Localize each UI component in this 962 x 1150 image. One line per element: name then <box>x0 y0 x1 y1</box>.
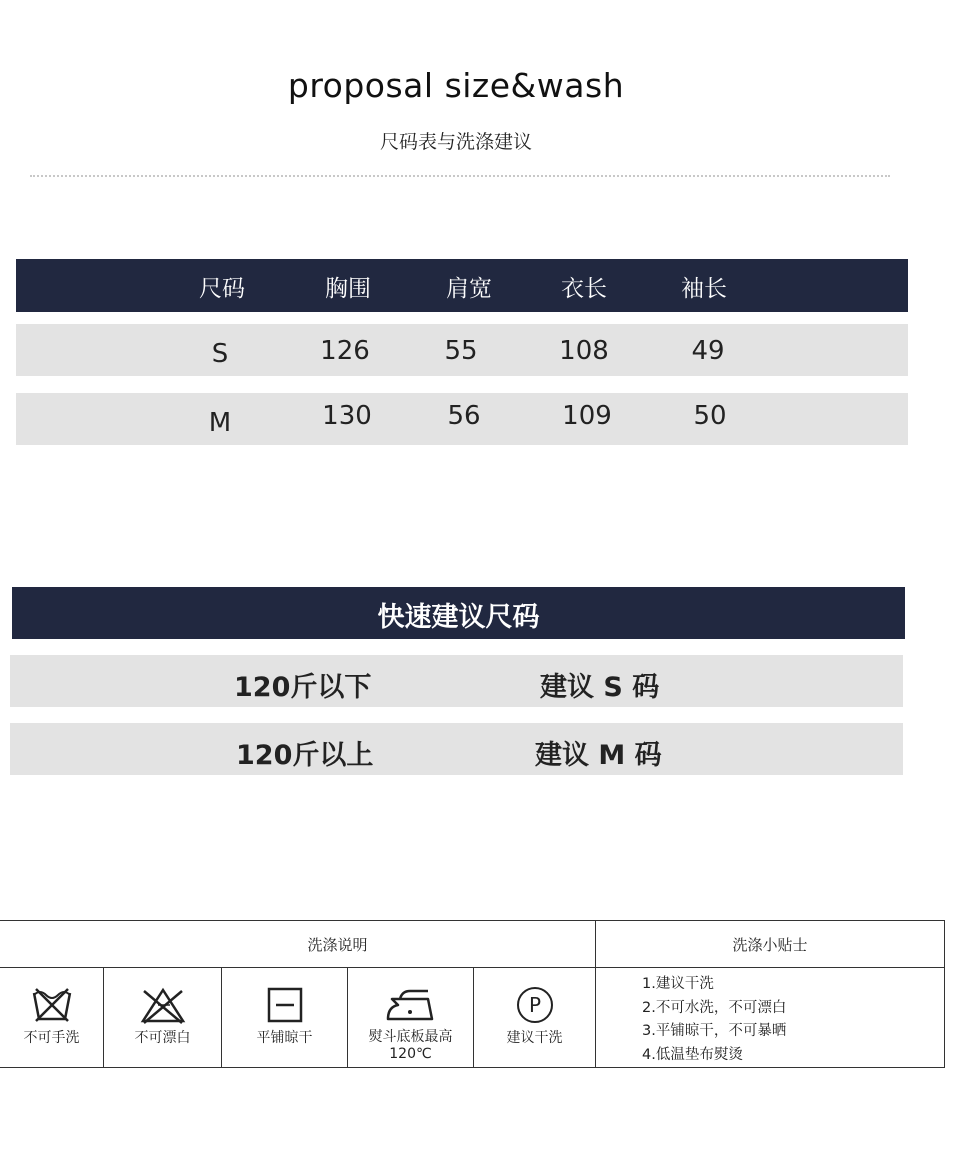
size-suggestion: 建议 S 码 <box>540 672 660 703</box>
table-row <box>16 324 908 376</box>
icon-label: 不可手洗 <box>23 1030 80 1046</box>
list-item: 4.低温垫布熨烫 <box>642 1046 743 1063</box>
wash-table <box>0 920 945 1068</box>
page-title: proposal size&wash <box>287 66 625 105</box>
no-bleach-icon <box>138 985 188 1025</box>
table-row <box>16 393 908 445</box>
weight-range: 120斤以上 <box>236 740 374 771</box>
header-chest: 胸围 <box>325 276 371 302</box>
header-shoulder: 肩宽 <box>446 276 492 302</box>
quick-size-header <box>12 587 905 639</box>
dry-clean-icon <box>515 985 555 1025</box>
iron-icon <box>384 985 438 1025</box>
quick-size-row <box>10 723 903 775</box>
quick-size-title: 快速建议尺码 <box>377 602 540 633</box>
size-table-header <box>16 259 908 312</box>
dotted-divider <box>30 175 890 177</box>
flat-dry-icon <box>265 985 305 1025</box>
page-subtitle: 尺码表与洗涤建议 <box>379 131 532 153</box>
row-sleeve: 49 <box>691 336 725 366</box>
header-size: 尺码 <box>199 276 245 302</box>
wash-icon-cell <box>348 968 473 1067</box>
header-sleeve: 袖长 <box>681 276 727 302</box>
dry-clean-symbol: P <box>528 993 541 1017</box>
icon-label-temp: 120℃ <box>389 1046 432 1062</box>
row-length: 108 <box>559 336 609 366</box>
icon-label: 熨斗底板最高 <box>368 1029 453 1045</box>
icon-label: 不可漂白 <box>134 1030 191 1046</box>
weight-range: 120斤以下 <box>234 672 372 703</box>
wash-icon-cell <box>474 968 595 1067</box>
row-shoulder: 55 <box>444 336 478 366</box>
row-chest: 126 <box>320 336 370 366</box>
wash-tips-header: 洗涤小贴士 <box>732 936 808 954</box>
row-chest: 130 <box>322 401 372 431</box>
row-sleeve: 50 <box>693 401 727 431</box>
no-hand-wash-icon <box>30 985 74 1025</box>
row-length: 109 <box>562 401 612 431</box>
wash-icon-cell <box>104 968 221 1067</box>
quick-size-row <box>10 655 903 707</box>
icon-label: 建议干洗 <box>506 1030 563 1046</box>
size-suggestion: 建议 M 码 <box>535 740 662 771</box>
header-length: 衣长 <box>561 276 607 302</box>
wash-icon-cell <box>0 968 103 1067</box>
row-size: S <box>211 339 229 369</box>
wash-icon-cell <box>222 968 347 1067</box>
row-shoulder: 56 <box>447 401 481 431</box>
icon-label: 平铺晾干 <box>256 1030 313 1046</box>
list-item: 1.建议干洗 <box>642 976 714 992</box>
row-size: M <box>208 408 232 438</box>
list-item: 2.不可水洗，不可漂白 <box>642 999 787 1016</box>
list-item: 3.平铺晾干，不可暴晒 <box>642 1023 787 1039</box>
wash-instructions-header: 洗涤说明 <box>307 936 368 954</box>
wash-tips-list <box>642 973 786 1067</box>
